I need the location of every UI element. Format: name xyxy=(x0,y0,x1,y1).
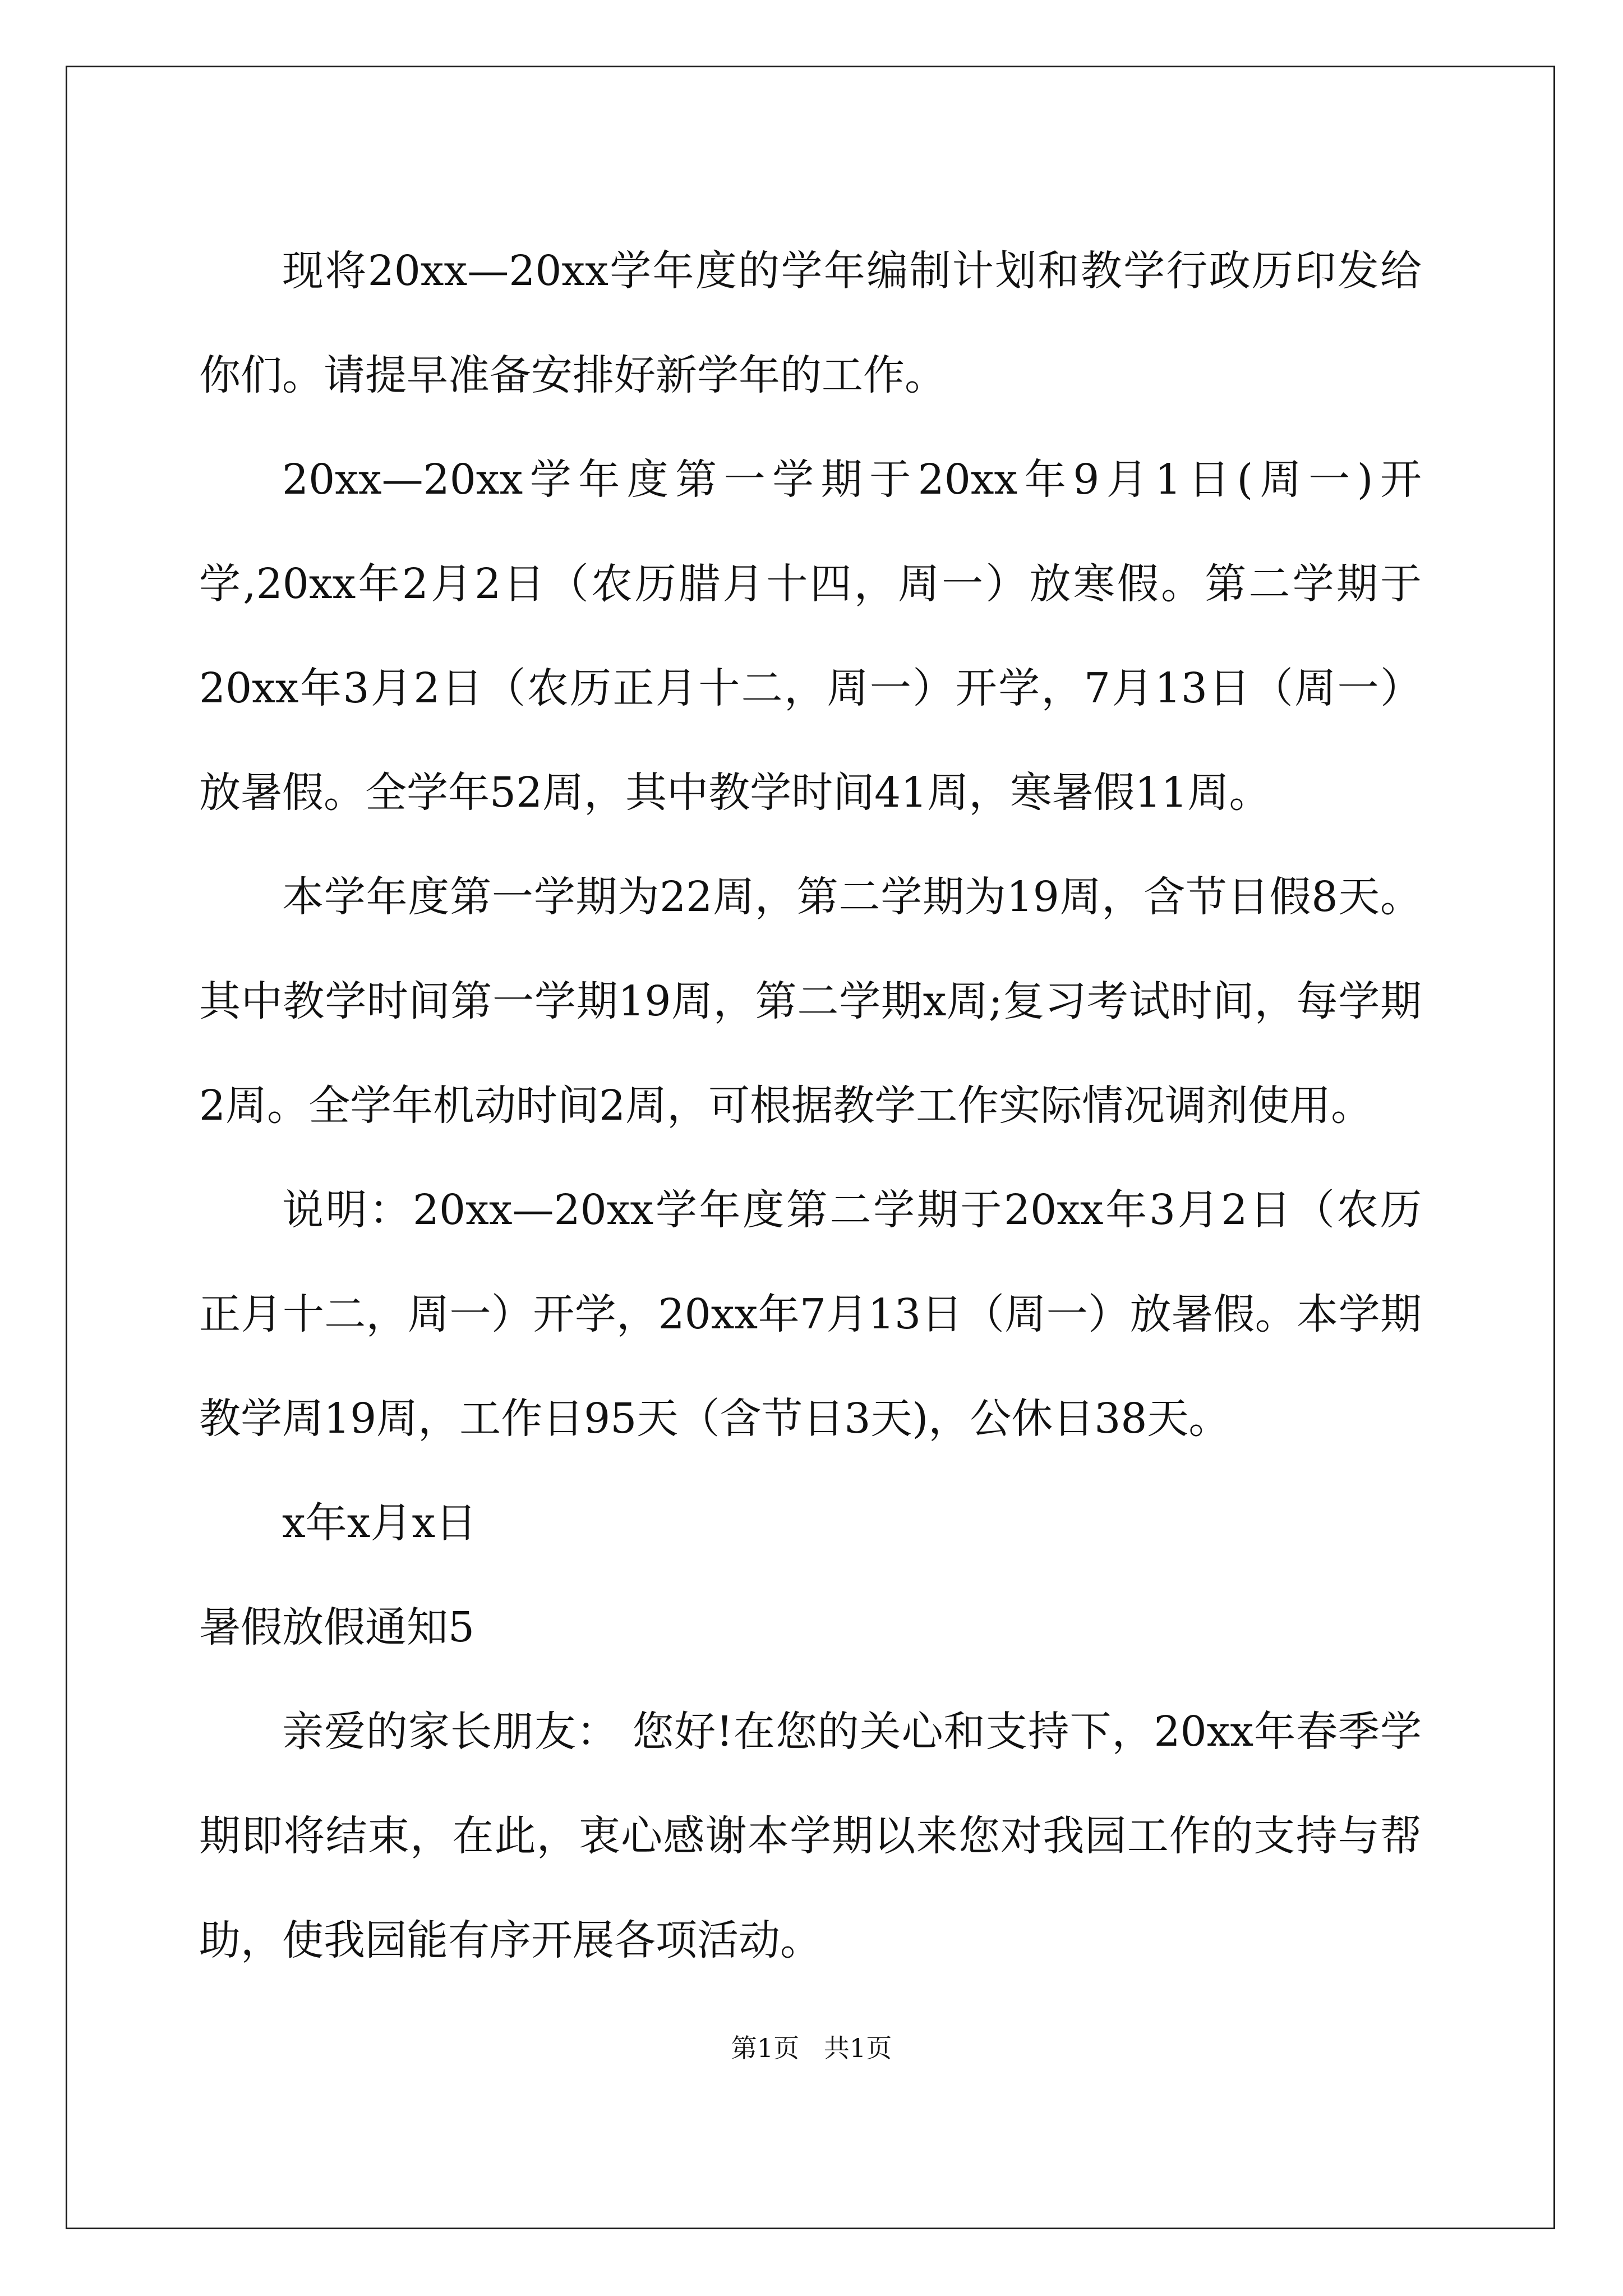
paragraph-date: x年x月x日 xyxy=(282,1499,477,1547)
paragraph-intro: 现将20xx—20xx学年度的学年编制计划和教学行政历印发给你们。请提早准备安排好新学年的工作。 xyxy=(199,247,1422,399)
section-title: 暑假放假通知5 xyxy=(199,1603,475,1651)
document-body xyxy=(199,219,1422,1993)
paragraph-note: 说明：20xx—20xx学年度第二学期于20xx年3月2日（农历正月十二，周一）开学，20xx年7月13日（周一）放暑假。本学期教学周19周，工作日95天（含节日3天)，公休日38天。 xyxy=(199,1186,1422,1443)
paragraph-weeks: 本学年度第一学期为22周，第二学期为19周，含节日假8天。其中教学时间第一学期19周，第二学期x周;复习考试时间，每学期2周。全学年机动时间2周，可根据教学工作实际情况调剂使用。 xyxy=(199,873,1422,1130)
page-footer: 第1页 共1页 xyxy=(731,2033,892,2063)
paragraph-semester-dates: 20xx—20xx学年度第一学期于20xx年9月1日(周一)开学,20xx年2月2日（农历腊月十四，周一）放寒假。第二学期于20xx年3月2日（农历正月十二，周一）开学，7月13日（周一）放暑假。全学年52周，其中教学时间41周，寒暑假11周。 xyxy=(199,455,1422,817)
paragraph-greeting: 亲爱的家长朋友： 您好!在您的关心和支持下，20xx年春季学期即将结束，在此，衷心感谢本学期以来您对我园工作的支持与帮助，使我园能有序开展各项活动。 xyxy=(199,1708,1422,1964)
